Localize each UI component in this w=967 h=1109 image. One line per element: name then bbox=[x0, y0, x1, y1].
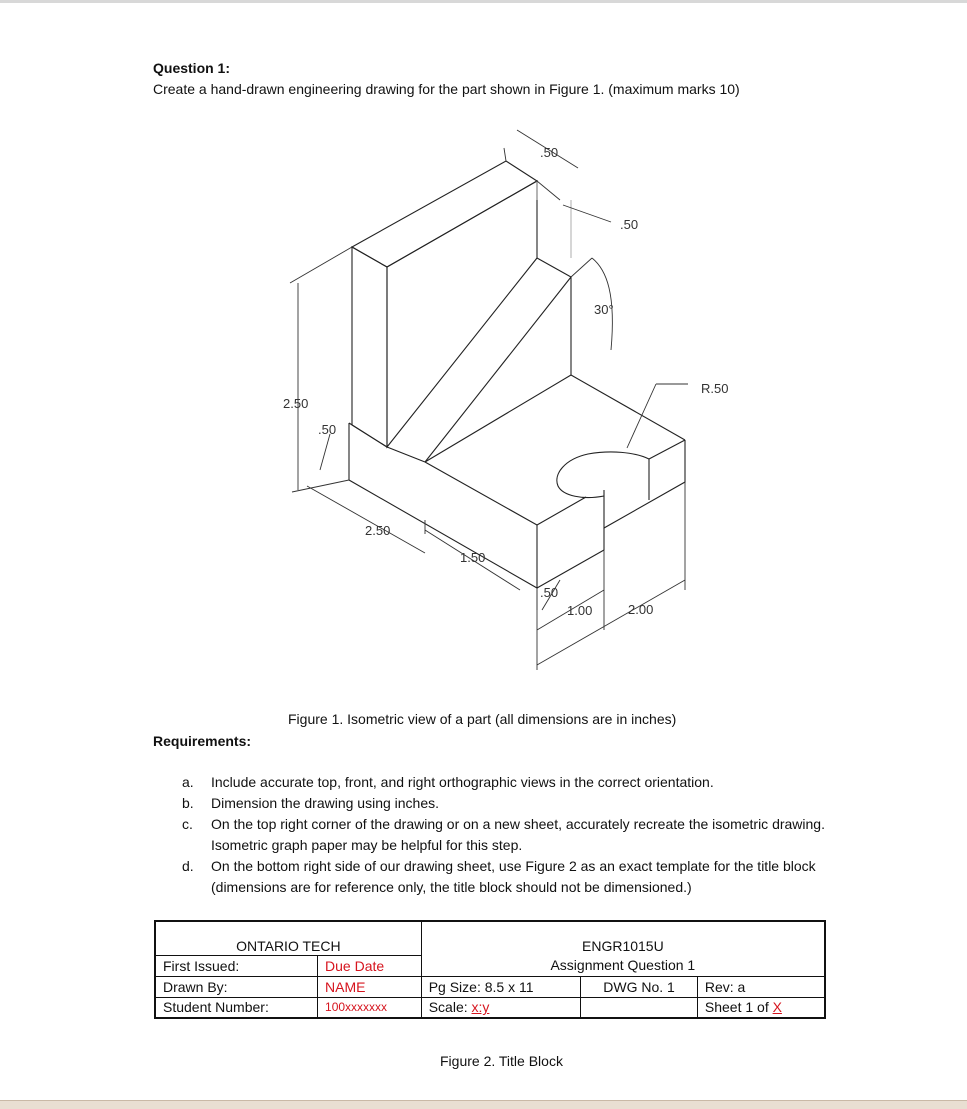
tb-rev: Rev: a bbox=[697, 976, 825, 997]
tb-drawn-by-label: Drawn By: bbox=[155, 976, 318, 997]
tb-student-number-label: Student Number: bbox=[155, 997, 318, 1018]
tb-course: ENGR1015U bbox=[421, 921, 825, 955]
dim-top-width: .50 bbox=[540, 145, 559, 160]
tb-sheet-value: X bbox=[772, 999, 782, 1016]
tb-drawn-by-value: NAME bbox=[318, 976, 422, 997]
dimension-lines bbox=[290, 130, 688, 670]
tb-sheet: Sheet 1 of X bbox=[697, 997, 825, 1018]
tb-empty-cell bbox=[581, 997, 698, 1018]
tb-scale-value: x:y bbox=[471, 999, 490, 1016]
figure-2-caption: Figure 2. Title Block bbox=[440, 1053, 563, 1069]
figure-1-caption: Figure 1. Isometric view of a part (all dimensions are in inches) bbox=[288, 711, 677, 727]
question-text: Create a hand-drawn engineering drawing for the part shown in Figure 1. (maximum marks 10) bbox=[153, 81, 740, 97]
tb-first-issued-value: Due Date bbox=[318, 955, 422, 976]
list-item: c. On the top right corner of the drawing or on a new sheet, accurately recreate the isometric drawing. Isometric graph paper may be helpful for this step. bbox=[182, 816, 825, 853]
tb-pg-size: Pg Size: 8.5 x 11 bbox=[421, 976, 581, 997]
tb-assignment: Assignment Question 1 bbox=[421, 955, 825, 976]
dim-slot-offset: .50 bbox=[540, 585, 559, 600]
construction-lines bbox=[537, 181, 571, 258]
tb-scale: Scale: x:y bbox=[421, 997, 581, 1018]
tb-org: ONTARIO TECH bbox=[155, 921, 421, 955]
dim-angle: 30° bbox=[594, 302, 614, 317]
dim-length: 2.00 bbox=[628, 602, 654, 617]
dim-height: 2.50 bbox=[283, 396, 309, 411]
isometric-figure bbox=[270, 120, 730, 690]
dim-base-height: .50 bbox=[318, 422, 337, 437]
rib bbox=[387, 258, 571, 462]
list-item: b. Dimension the drawing using inches. bbox=[182, 795, 440, 811]
dim-upright-width: 1.50 bbox=[460, 550, 486, 565]
upright-block bbox=[352, 161, 537, 447]
title-block-table bbox=[154, 920, 826, 1019]
requirements-list bbox=[178, 772, 878, 898]
dim-rib-thickness: .50 bbox=[620, 217, 639, 232]
page-top-border bbox=[0, 0, 967, 3]
question-title: Question 1: bbox=[153, 60, 231, 76]
tb-first-issued-label: First Issued: bbox=[155, 955, 318, 976]
dim-radius: R.50 bbox=[701, 381, 729, 396]
dim-depth: 2.50 bbox=[365, 523, 391, 538]
dim-slot-width: 1.00 bbox=[567, 603, 593, 618]
list-item: d. On the bottom right side of our drawing sheet, use Figure 2 as an exact template for the title block (dimensions are for reference only, the title block should not be dimensioned.) bbox=[182, 858, 816, 895]
tb-student-number-value: 100xxxxxxx bbox=[318, 997, 422, 1018]
requirements-title: Requirements: bbox=[153, 733, 252, 749]
tb-dwg-no: DWG No. 1 bbox=[581, 976, 698, 997]
dimension-labels bbox=[283, 145, 728, 618]
list-item: a. Include accurate top, front, and right orthographic views in the correct orientation. bbox=[182, 774, 714, 790]
